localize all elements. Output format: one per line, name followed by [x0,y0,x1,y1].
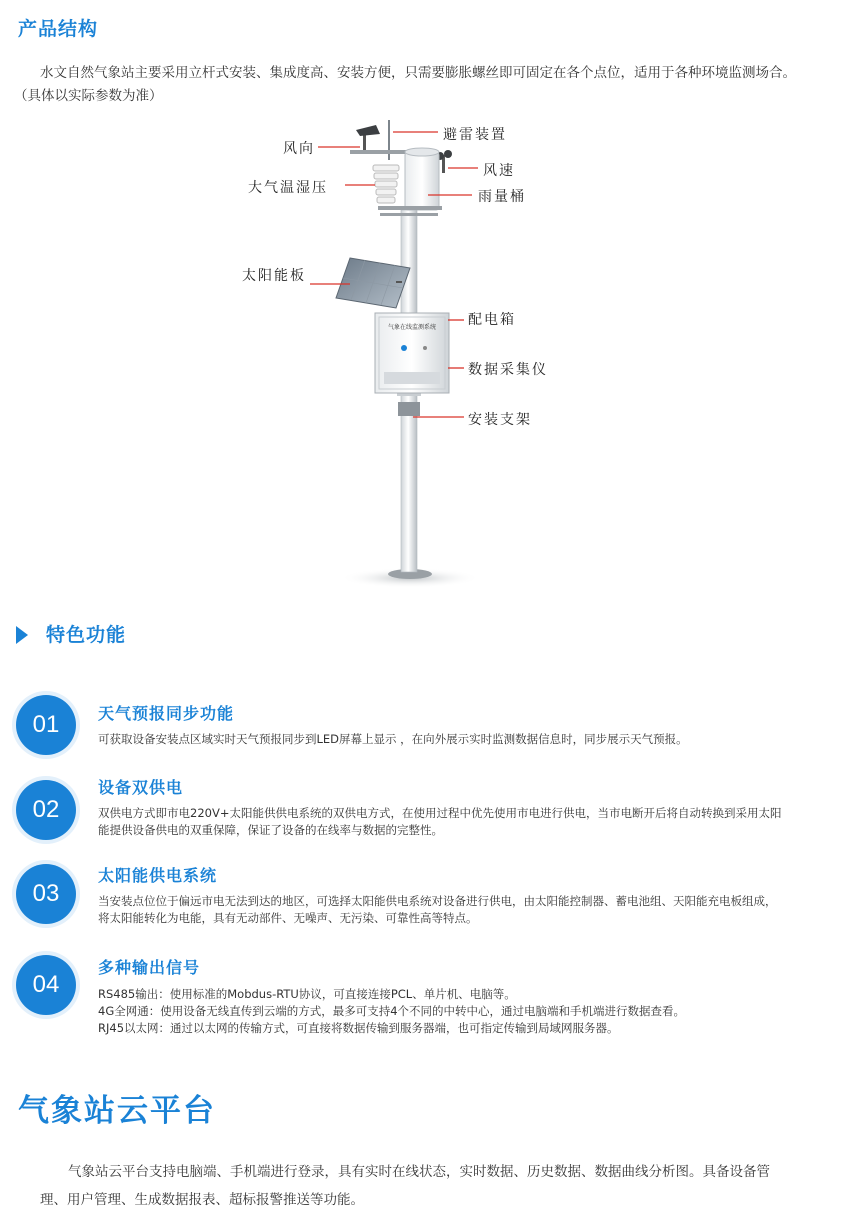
label-temp-humidity: 大气温湿压 [248,180,328,196]
label-power-box: 配电箱 [468,312,516,328]
triangle-arrow-icon [16,626,28,644]
platform-description [40,1158,830,1214]
feature-title: 多种输出信号 [98,958,201,977]
section-title-platform: 气象站云平台 [18,1093,216,1129]
label-data-logger: 数据采集仪 [468,362,548,378]
label-solar-panel: 太阳能板 [242,268,306,284]
label-bracket: 安装支架 [468,412,532,428]
feature-item [16,780,836,840]
label-wind-speed: 风速 [483,163,515,179]
weather-station-illustration [0,110,850,600]
feature-title: 天气预报同步功能 [98,704,235,723]
feature-item [16,955,836,1035]
intro-line-1: 水文自然气象站主要采用立杆式安装、集成度高、安装方便，只需要膨胀螺丝即可固定在各个点位，适用于各种环境监测场合。 [40,65,796,81]
feature-description: 双供电方式即市电220V+太阳能供供电系统的双供电方式，在使用过程中优先使用市电进行供电，当市电断开后将自动转换到采用太阳 能提供设备供电的双重保障，保证了设备的在线率与数据的完整性。 [98,806,782,837]
power-distribution-box [375,313,449,393]
feature-number-badge: 02 [16,780,76,840]
intro-line-2: （具体以实际参数为准） [14,88,163,104]
wind-cup-2 [444,150,452,158]
sensor-crossarm [350,150,410,154]
feature-description: RS485输出：使用标准的Mobdus-RTU协议，可直接连接PCL、单片机、电脑等。 4G全网通：使用设备无线直传到云端的方式，最多可支持4个不同的中转中心，通过电脑端和手机端进行数据查看。 RJ45以太网：通过以太网的传输方式，可直接将数据传输到服务器端，也可指定传输到局域网服务器。 [98,987,686,1035]
power-box-label: 气象在线监测系统 [387,324,437,331]
feature-number-badge: 03 [16,864,76,924]
feature-title: 设备双供电 [98,778,184,797]
lower-crossarm [378,206,442,210]
wind-vane [356,125,380,136]
solar-panel [336,258,410,308]
feature-number-badge: 01 [16,695,76,755]
weather-station-diagram [0,110,850,600]
feature-item [16,864,836,924]
section-title-product-structure: 产品结构 [18,18,99,40]
product-intro [14,62,844,108]
pole-bracket-joint [398,402,420,416]
feature-title: 太阳能供电系统 [98,866,218,885]
feature-number-badge: 04 [16,955,76,1015]
label-rain-gauge: 雨量桶 [478,189,526,205]
platform-line-1: 气象站云平台支持电脑端、手机端进行登录，具有实时在线状态，实时数据、历史数据、数据曲线分析图。具备设备管 [68,1164,770,1180]
feature-description: 当安装点位位于偏远市电无法到达的地区，可选择太阳能供电系统对设备进行供电，由太阳能控制器、蓄电池组、天阳能充电板组成， 将太阳能转化为电能，具有无动部件、无噪声、无污染、可靠性高等特点。 [98,894,777,925]
temp-humidity-shield [373,165,399,203]
features-title: 特色功能 [46,624,127,646]
rain-gauge-bucket [405,152,439,210]
feature-description: 可获取设备安装点区域实时天气预报同步到LED屏幕上显示 ，在向外展示实时监测数据信息时，同步展示天气预报。 [98,732,688,746]
label-wind-direction: 风向 [283,141,315,157]
feature-item [16,695,836,755]
platform-line-2: 理、用户管理、生成数据报表、超标报警推送等功能。 [40,1192,364,1208]
label-lightning: 避雷装置 [443,127,507,143]
